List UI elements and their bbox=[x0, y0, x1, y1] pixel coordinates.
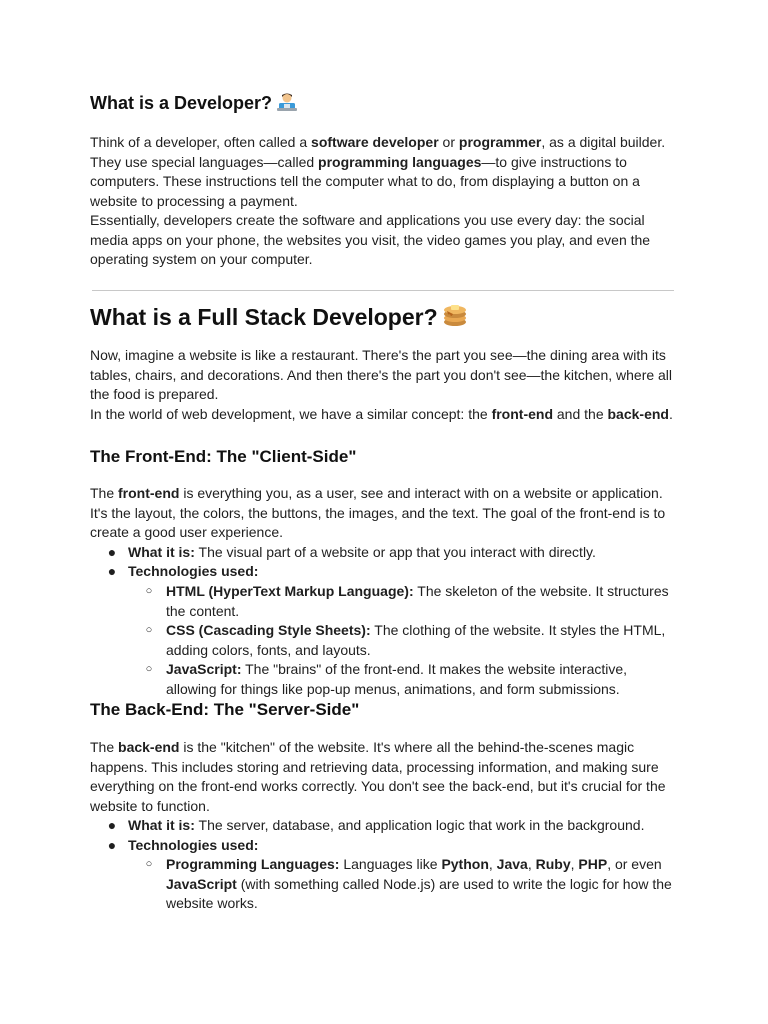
paragraph bbox=[90, 346, 682, 405]
list-item bbox=[107, 836, 678, 856]
list-item bbox=[145, 855, 676, 914]
paragraph bbox=[90, 405, 682, 425]
list-item bbox=[145, 582, 676, 621]
text-run: The bbox=[90, 739, 119, 755]
list-item bbox=[145, 621, 676, 660]
text-run: is everything you, as a user, see and interact with on a website or application. It's the layout, the colors, the buttons, the images, and the text. The goal of the front-end is to create a good user experience. bbox=[90, 485, 666, 541]
heading-text: What is a Full Stack Developer? bbox=[90, 304, 438, 330]
bold-text: programming languages bbox=[318, 153, 482, 170]
bold-text: Technologies used: bbox=[128, 837, 259, 853]
bold-text: Ruby bbox=[535, 856, 571, 872]
bold-text: PHP bbox=[578, 856, 608, 872]
horizontal-divider bbox=[92, 290, 674, 291]
bold-text: What it is: bbox=[128, 817, 195, 833]
bold-text: Python bbox=[441, 856, 489, 872]
text-run: In the world of web development, we have a similar concept: the bbox=[90, 406, 492, 422]
list-item bbox=[145, 660, 676, 699]
bullet-circle-icon: ○ bbox=[145, 663, 153, 675]
list-item bbox=[107, 816, 678, 836]
heading-back-end: The Back-End: The "Server-Side" bbox=[90, 700, 360, 719]
text-run: and the bbox=[553, 406, 608, 422]
bullet-circle-icon: ○ bbox=[145, 858, 153, 870]
text-run: Essentially, developers create the software and applications you use every day: the social media apps on your phone, the websites you visit, the video games you play, and even the operating system on your computer. bbox=[90, 212, 651, 268]
bold-text: JavaScript bbox=[166, 875, 237, 892]
text-run: , or even bbox=[607, 856, 662, 872]
heading-full-stack-developer bbox=[90, 302, 682, 334]
paragraph bbox=[90, 484, 682, 543]
text-run: The "brains" of the front-end. It makes the website interactive, allowing for things like pop-up menus, animations, and form submissions. bbox=[166, 661, 628, 697]
bold-text: front-end bbox=[491, 406, 553, 422]
technologist-emoji-icon bbox=[276, 92, 298, 117]
text-run: Think of a developer, often called a bbox=[90, 134, 312, 150]
bold-text: back-end bbox=[118, 739, 180, 755]
bold-text: back-end bbox=[607, 406, 669, 422]
bold-text: front-end bbox=[118, 485, 180, 501]
heading-what-is-developer bbox=[90, 92, 682, 117]
bullet-disc-icon: ● bbox=[107, 544, 117, 560]
bullet-circle-icon: ○ bbox=[145, 624, 153, 636]
list-item bbox=[107, 562, 678, 582]
bold-text: Programming Languages: bbox=[166, 856, 340, 872]
text-run: Now, imagine a website is like a restaurant. There's the part you see—the dining area with its tables, chairs, and decorations. And then there's the part you don't see—the kitchen, where all the food is prepared. bbox=[90, 347, 673, 403]
text-run: , bbox=[527, 856, 536, 872]
text-run: The skeleton of the website. It structures the content. bbox=[166, 583, 669, 619]
paragraph bbox=[90, 211, 682, 270]
bold-text: JavaScript: bbox=[166, 661, 242, 677]
text-run: The clothing of the website. It styles the HTML, adding colors, fonts, and layouts. bbox=[166, 622, 666, 658]
paragraph bbox=[90, 738, 682, 816]
bold-text: HTML (HyperText Markup Language): bbox=[166, 583, 414, 599]
text-run: The bbox=[90, 485, 119, 501]
pancakes-emoji-icon bbox=[442, 302, 468, 334]
text-run: Languages like bbox=[339, 856, 442, 872]
bullet-circle-icon: ○ bbox=[145, 585, 153, 597]
text-run: , as a digital builder. They use special languages—called bbox=[90, 134, 666, 170]
heading-text: What is a Developer? bbox=[90, 93, 273, 113]
bold-text: CSS (Cascading Style Sheets): bbox=[166, 622, 371, 638]
text-run: or bbox=[438, 134, 459, 150]
text-run: . bbox=[668, 406, 673, 422]
text-run: The visual part of a website or app that you interact with directly. bbox=[194, 544, 596, 560]
text-run: (with something called Node.js) are used to write the logic for how the website works. bbox=[166, 875, 672, 912]
text-run: , bbox=[570, 856, 579, 872]
list-item bbox=[107, 543, 678, 563]
heading-front-end: The Front-End: The "Client-Side" bbox=[90, 447, 357, 466]
text-run: is the "kitchen" of the website. It's where all the behind-the-scenes magic happens. This includes storing and retrieving data, processing information, and making sure everything on the front-end works correctly. You don't see the back-end, but it's crucial for the website to function. bbox=[90, 739, 666, 814]
bullet-disc-icon: ● bbox=[107, 837, 117, 853]
bold-text: Technologies used: bbox=[128, 563, 259, 579]
bold-text: Java bbox=[496, 856, 528, 872]
bullet-disc-icon: ● bbox=[107, 817, 117, 833]
bold-text: programmer bbox=[458, 134, 542, 150]
bold-text: software developer bbox=[311, 134, 439, 150]
bullet-disc-icon: ● bbox=[107, 563, 117, 579]
text-run: The server, database, and application logic that work in the background. bbox=[194, 817, 645, 833]
paragraph bbox=[90, 133, 682, 211]
text-run: , bbox=[488, 856, 497, 872]
bold-text: What it is: bbox=[128, 544, 195, 560]
text-run: —to give instructions to computers. These instructions tell the computer what to do, from displaying a button on a website to processing a payment. bbox=[90, 153, 640, 209]
